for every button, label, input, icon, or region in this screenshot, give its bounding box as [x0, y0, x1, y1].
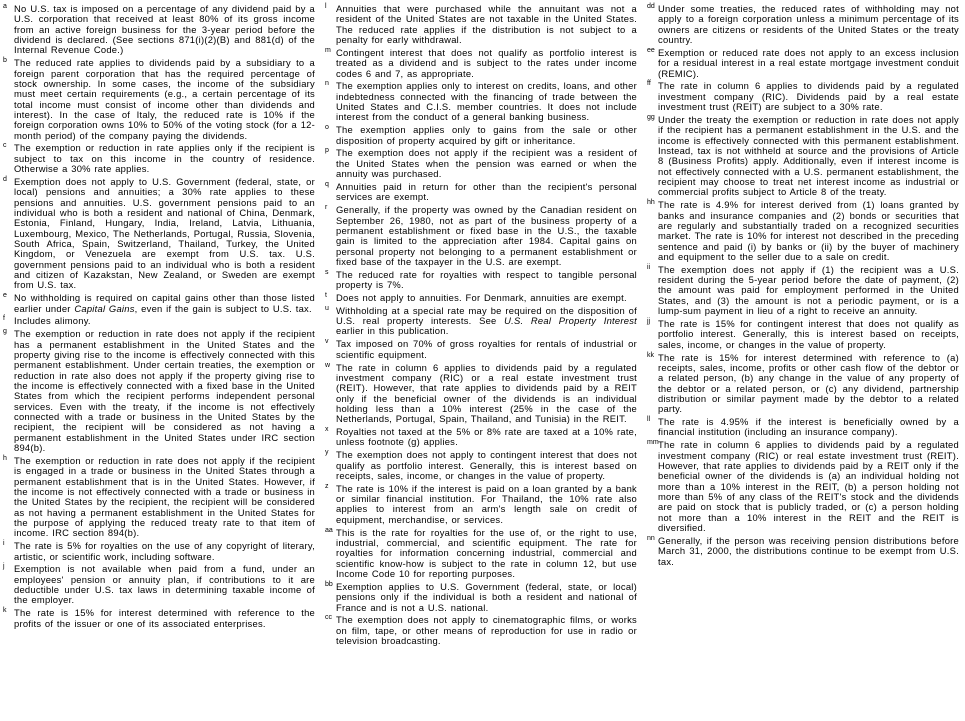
footnote-text: The exemption does not apply to cinematographic films, or works on film, tape, or other means of reproduction for use in radio or television broadcasting. [336, 614, 637, 647]
footnote-marker-y: y [325, 449, 329, 457]
footnote-text: Withholding at a special rate may be required on the disposition of U.S. real property interests. See U.S. Real Property Interest earlier in this publication. [336, 304, 637, 337]
footnote-marker-e: e [3, 292, 7, 300]
footnote-text: Generally, if the person was receiving pension distributions before March 31, 2000, the distributions continue to be exempt from U.S. tax. [658, 534, 959, 567]
footnote-r [325, 205, 637, 267]
footnotes-column-2 [325, 4, 637, 649]
footnote-text: The exemption does not apply if the recipient was a resident of the United States when the pension was earned or when the annuity was purchased. [336, 147, 637, 180]
footnote-marker-ll: ll [647, 416, 651, 424]
footnote-bb [325, 582, 637, 613]
footnote-text: The rate is 4.95% if the interest is beneficially owned by a financial institution (including an insurance company). [658, 416, 959, 438]
footnote-marker-nn: nn [647, 534, 655, 542]
footnote-text: This is the rate for royalties for the use of, or the right to use, industrial, commercial, and scientific equipment. The rate for royalties for information concerning industrial, commercial and scientific know-how is subject to the rate in column 12, but use Income Code 10 for reporting purposes. [336, 526, 637, 580]
footnote-text: The exemption or reduction in rate does not apply if the recipient has a permanent establishment in the United States and the property giving rise to the income is effectively connected with this permanent establishment. Under certain treaties, the exemption or reduction in rate also does not apply if the property giving rise to the income is effectively connected with a fixed base in the United States from which the recipient performs independent personal services. Even with the treaty, if the income is not effectively connected with a trade or business in the United States by the recipient, the recipient will be considered as not having a permanent establishment in the United States under IRC section 894(b). [14, 328, 315, 454]
footnote-text: The rate is 5% for royalties on the use of any copyright of literary, artistic, or scientific work, including software. [14, 540, 315, 562]
footnote-z [325, 484, 637, 525]
footnote-text: The rate is 15% for interest determined with reference to the profits of the issuer or one of its associated enterprises. [14, 607, 315, 629]
footnote-k [3, 608, 315, 629]
footnote-marker-a: a [3, 3, 7, 10]
footnote-l [325, 4, 637, 45]
footnote-marker-jj: jj [647, 317, 651, 325]
footnote-marker-p: p [325, 147, 329, 155]
footnote-nn [647, 536, 959, 567]
footnote-marker-x: x [325, 426, 329, 434]
footnote-i [3, 541, 315, 562]
footnote-text: The rate in column 6 applies to dividends paid by a regulated investment company (RIC) or a real estate investment trust (REIT). However, that rate applies to dividends paid by a REIT only if the beneficial owner of the dividends is an individual holding less than a 10% interest (25% in the case of the Netherlands, Portugal, Spain, Thailand, and Tunisia) in the REIT. [336, 361, 637, 425]
footnote-marker-c: c [3, 142, 7, 150]
footnote-text: Under some treaties, the reduced rates of withholding may not apply to a foreign corporation unless a minimum percentage of its owners are citizens or residents of the United States or the treaty country. [658, 3, 959, 46]
footnotes-column-1 [3, 4, 315, 649]
footnote-e [3, 293, 315, 314]
footnote-marker-v: v [325, 338, 329, 346]
footnote-text: Exemption or reduced rate does not apply to an excess inclusion for a residual interest in a real estate mortgage investment conduit (REMIC). [658, 46, 959, 79]
footnote-text: The exemption applies only to gains from the sale or other disposition of property acquired by gift or inheritance. [336, 124, 637, 146]
footnote-v [325, 339, 637, 360]
footnote-j [3, 564, 315, 605]
footnote-marker-l: l [325, 3, 327, 10]
footnote-kk [647, 353, 959, 415]
footnote-q [325, 182, 637, 203]
footnote-marker-z: z [325, 482, 329, 490]
footnote-text: The reduced rate for royalties with respect to tangible personal property is 7%. [336, 268, 637, 291]
footnote-p [325, 148, 637, 179]
footnote-marker-m: m [325, 46, 331, 54]
footnote-text: Annuities that were purchased while the annuitant was not a resident of the United States are not taxable in the United States. The reduced rate applies if the distribution is not subject to a penalty for early withdrawal. [336, 3, 637, 46]
footnote-y [325, 450, 637, 481]
footnote-marker-n: n [325, 80, 329, 88]
footnote-text: Exemption applies to U.S. Government (federal, state, or local) pensions only if the individual is both a resident and national of France and is not a U.S. national. [336, 580, 637, 613]
footnote-text: Does not apply to annuities. For Denmark, annuities are exempt. [336, 291, 627, 303]
footnote-c [3, 143, 315, 174]
footnote-m [325, 48, 637, 79]
footnote-a [3, 4, 315, 56]
footnote-text: Exemption is not available when paid from a fund, under an employees' pension or annuity plan, if contributions to it are deductible under U.S. tax laws in determining taxable income of the employer. [14, 563, 315, 606]
footnote-text: Generally, if the property was owned by the Canadian resident on September 26, 1980, not as part of the business property of a permanent establishment or fixed base in the U.S., the taxable gain is limited to the appreciation after 1984. Capital gains on personal property not belonging to a permanent establishment or fixed base of the taxpayer in the U.S. are exempt. [336, 204, 637, 267]
footnote-marker-bb: bb [325, 580, 333, 588]
footnote-d [3, 177, 315, 291]
footnote-marker-k: k [3, 607, 7, 615]
footnote-marker-o: o [325, 124, 329, 132]
footnote-marker-ff: ff [647, 80, 651, 88]
footnote-ii [647, 265, 959, 317]
footnote-marker-aa: aa [325, 526, 333, 534]
footnote-marker-h: h [3, 454, 7, 462]
footnote-t [325, 293, 637, 303]
footnote-text: Includes alimony. [14, 315, 91, 327]
footnote-text: Annuities paid in return for other than the recipient's personal services are exempt. [336, 181, 637, 203]
footnote-marker-j: j [3, 563, 5, 571]
footnote-marker-gg: gg [647, 113, 655, 121]
footnote-marker-kk: kk [647, 351, 654, 359]
footnote-marker-q: q [325, 181, 329, 188]
footnote-text: Contingent interest that does not qualify as portfolio interest is treated as a dividend and is subject to the rates under income codes 6 and 7, as appropriate. [336, 46, 637, 79]
footnote-marker-ii: ii [647, 263, 651, 271]
footnote-text: Tax imposed on 70% of gross royalties for rentals of industrial or scientific equipment. [336, 338, 637, 360]
footnote-text: The rate in column 6 applies to dividends paid by a regulated investment company (RIC). Dividends paid by a real estate investment trust (REIT) are subject to a 30% rate. [658, 80, 959, 113]
footnote-text: Exemption does not apply to U.S. Government (federal, state, or local) pensions and annuities; a 30% rate applies to these pensions and annuities. U.S. government pensions paid to an individual who is both a resident and national of China, Denmark, Estonia, Finland, Hungary, India, Ireland, Latvia, Lithuania, Luxembourg, Mexico, The Netherlands, Portugal, Russia, Slovenia, South Africa, Spain, Switzerland, Thailand, Turkey, the United Kingdom, or Venezuela are exempt from U.S. tax. U.S. government pensions paid to an individual who is both a resident and citizen of Kazakstan, New Zealand, or Sweden are exempt from U.S. tax. [14, 176, 315, 291]
footnote-text: The reduced rate applies to dividends paid by a subsidiary to a foreign parent corporation that has the required percentage of stock ownership. In some cases, the income of the subsidiary must meet certain requirements (e.g., a certain percentage of its total income must consist of income other than dividends and interest). In the case of Italy, the reduced rate is 10% if the foreign corporation owns 10% to 50% of the voting stock (for a 12-month period) of the company paying the dividends. [14, 57, 315, 141]
footnote-marker-w: w [325, 361, 331, 369]
footnote-text: The rate in column 6 applies to dividends paid by a regulated investment company (RIC) or real estate investment trust (REIT). However, that rate applies to dividends paid by a REIT only if the beneficial owner of the dividends is (a) an individual holding not more than a 10% interest in the REIT, (b) a person holding not more than 5% of any class of the REIT's stock and the dividends are paid on stock that is publicly traded, or (c) a person holding not more than a 10% interest in the REIT and the REIT is diversified. [658, 439, 959, 533]
footnote-marker-b: b [3, 57, 7, 65]
footnote-marker-t: t [325, 291, 327, 299]
footnote-marker-d: d [3, 176, 7, 183]
footnote-n [325, 81, 637, 122]
footnote-marker-i: i [3, 540, 5, 548]
footnote-w [325, 363, 637, 425]
footnote-h [3, 456, 315, 539]
footnote-marker-g: g [3, 328, 7, 336]
footnote-f [3, 316, 315, 326]
footnote-b [3, 58, 315, 141]
footnote-marker-f: f [3, 315, 5, 323]
footnote-marker-cc: cc [325, 614, 332, 622]
footnote-hh [647, 200, 959, 262]
footnote-text: The exemption does not apply if (1) the recipient was a U.S. resident during the 5-year period before the date of payment, (2) the amount was paid for employment performed in the United States, and (3) the amount is not a periodic payment, or is a lump-sum payment in lieu of a right to receive an annuity. [658, 263, 959, 317]
footnote-s [325, 270, 637, 291]
footnote-text: The rate is 15% for contingent interest that does not qualify as portfolio interest. Generally, this is interest based on receipts, sales, income, or changes in the value of property. [658, 317, 959, 350]
footnote-o [325, 125, 637, 146]
footnote-text: Under the treaty the exemption or reduction in rate does not apply if the recipient has a permanent establishment in the U.S. and the income is effectively connected with this permanent establishment. Instead, tax is not withheld at source and the provisions of Article 8 (Business Profits) apply. Additionally, even if interest income is not effectively connected with a U.S. permanent establishment, the recipient may choose to treat net interest income as industrial or commercial profits subject to Article 8 of the treaty. [658, 113, 959, 198]
footnote-text: The exemption or reduction in rate does not apply if the recipient is engaged in a trade or business in the United States through a permanent establishment that is in the United States. However, if the income is not effectively connected with a trade or business in the United States by the recipient, the recipient will be considered as not having a permanent establishment in the United States for the purpose of applying the reduced treaty rate to that item of income. IRC section 894(b). [14, 454, 315, 539]
footnote-marker-r: r [325, 204, 328, 212]
footnote-text: No withholding is required on capital gains other than those listed earlier under Capital Gains, even if the gain is subject to U.S. tax. [14, 292, 315, 314]
footnote-marker-mm: mm [647, 439, 659, 447]
footnote-text: The rate is 15% for interest determined with reference to (a) receipts, sales, income, profits or other cash flow of the debtor or a related person, (b) any change in the value of any property of the debtor or a related person, or (c) any dividend, partnership distribution or similar payment made by the debtor to a related party. [658, 351, 959, 415]
footnote-marker-u: u [325, 304, 329, 312]
footnote-aa [325, 528, 637, 580]
footnotes-column-3 [647, 4, 959, 649]
footnote-text: No U.S. tax is imposed on a percentage of any dividend paid by a U.S. corporation that received at least 80% of its gross income from an active foreign business for the 3-year period before the dividend is declared. (See sections 871(i)(2)(B) and 881(d) of the Internal Revenue Code.) [14, 3, 315, 56]
footnote-jj [647, 319, 959, 350]
footnote-ff [647, 81, 959, 112]
footnote-marker-ee: ee [647, 46, 655, 54]
footnote-g [3, 329, 315, 453]
footnote-u [325, 306, 637, 337]
footnote-marker-s: s [325, 268, 329, 276]
footnote-text: Royalties not taxed at the 5% or 8% rate are taxed at a 10% rate, unless footnote (g) applies. [336, 426, 637, 448]
footnote-text: The rate is 10% if the interest is paid on a loan granted by a bank or similar financial institution. For Thailand, the 10% rate also applies to interest from an arm's length sale on credit of equipment, merchandise, or services. [336, 482, 637, 525]
footnote-mm [647, 440, 959, 533]
footnote-text: The exemption or reduction in rate applies only if the recipient is subject to tax on this income in the country of residence. Otherwise a 30% rate applies. [14, 142, 315, 175]
footnote-marker-hh: hh [647, 199, 655, 207]
footnote-x [325, 427, 637, 448]
footnote-gg [647, 115, 959, 198]
footnote-text: The exemption does not apply to contingent interest that does not qualify as portfolio interest. Generally, this is interest based on receipts, sales, income, or changes in the value of property. [336, 449, 637, 481]
footnote-text: The rate is 4.9% for interest derived from (1) loans granted by banks and insurance companies and (2) bonds or securities that are regularly and substantially traded on a recognized securities market. The rate is 10% for interest not described in the preceding sentence and paid (i) by banks or (ii) by the buyer of machinery and equipment to the seller due to a sale on credit. [658, 199, 959, 262]
footnote-cc [325, 615, 637, 646]
footnote-ll [647, 417, 959, 438]
footnote-dd [647, 4, 959, 45]
footnote-ee [647, 48, 959, 79]
footnote-marker-dd: dd [647, 3, 655, 10]
footnote-text: The exemption applies only to interest on credits, loans, and other indebtedness connected with the financing of trade between the United States and C.I.S. member countries. It does not include interest from the conduct of a general banking business. [336, 80, 637, 123]
